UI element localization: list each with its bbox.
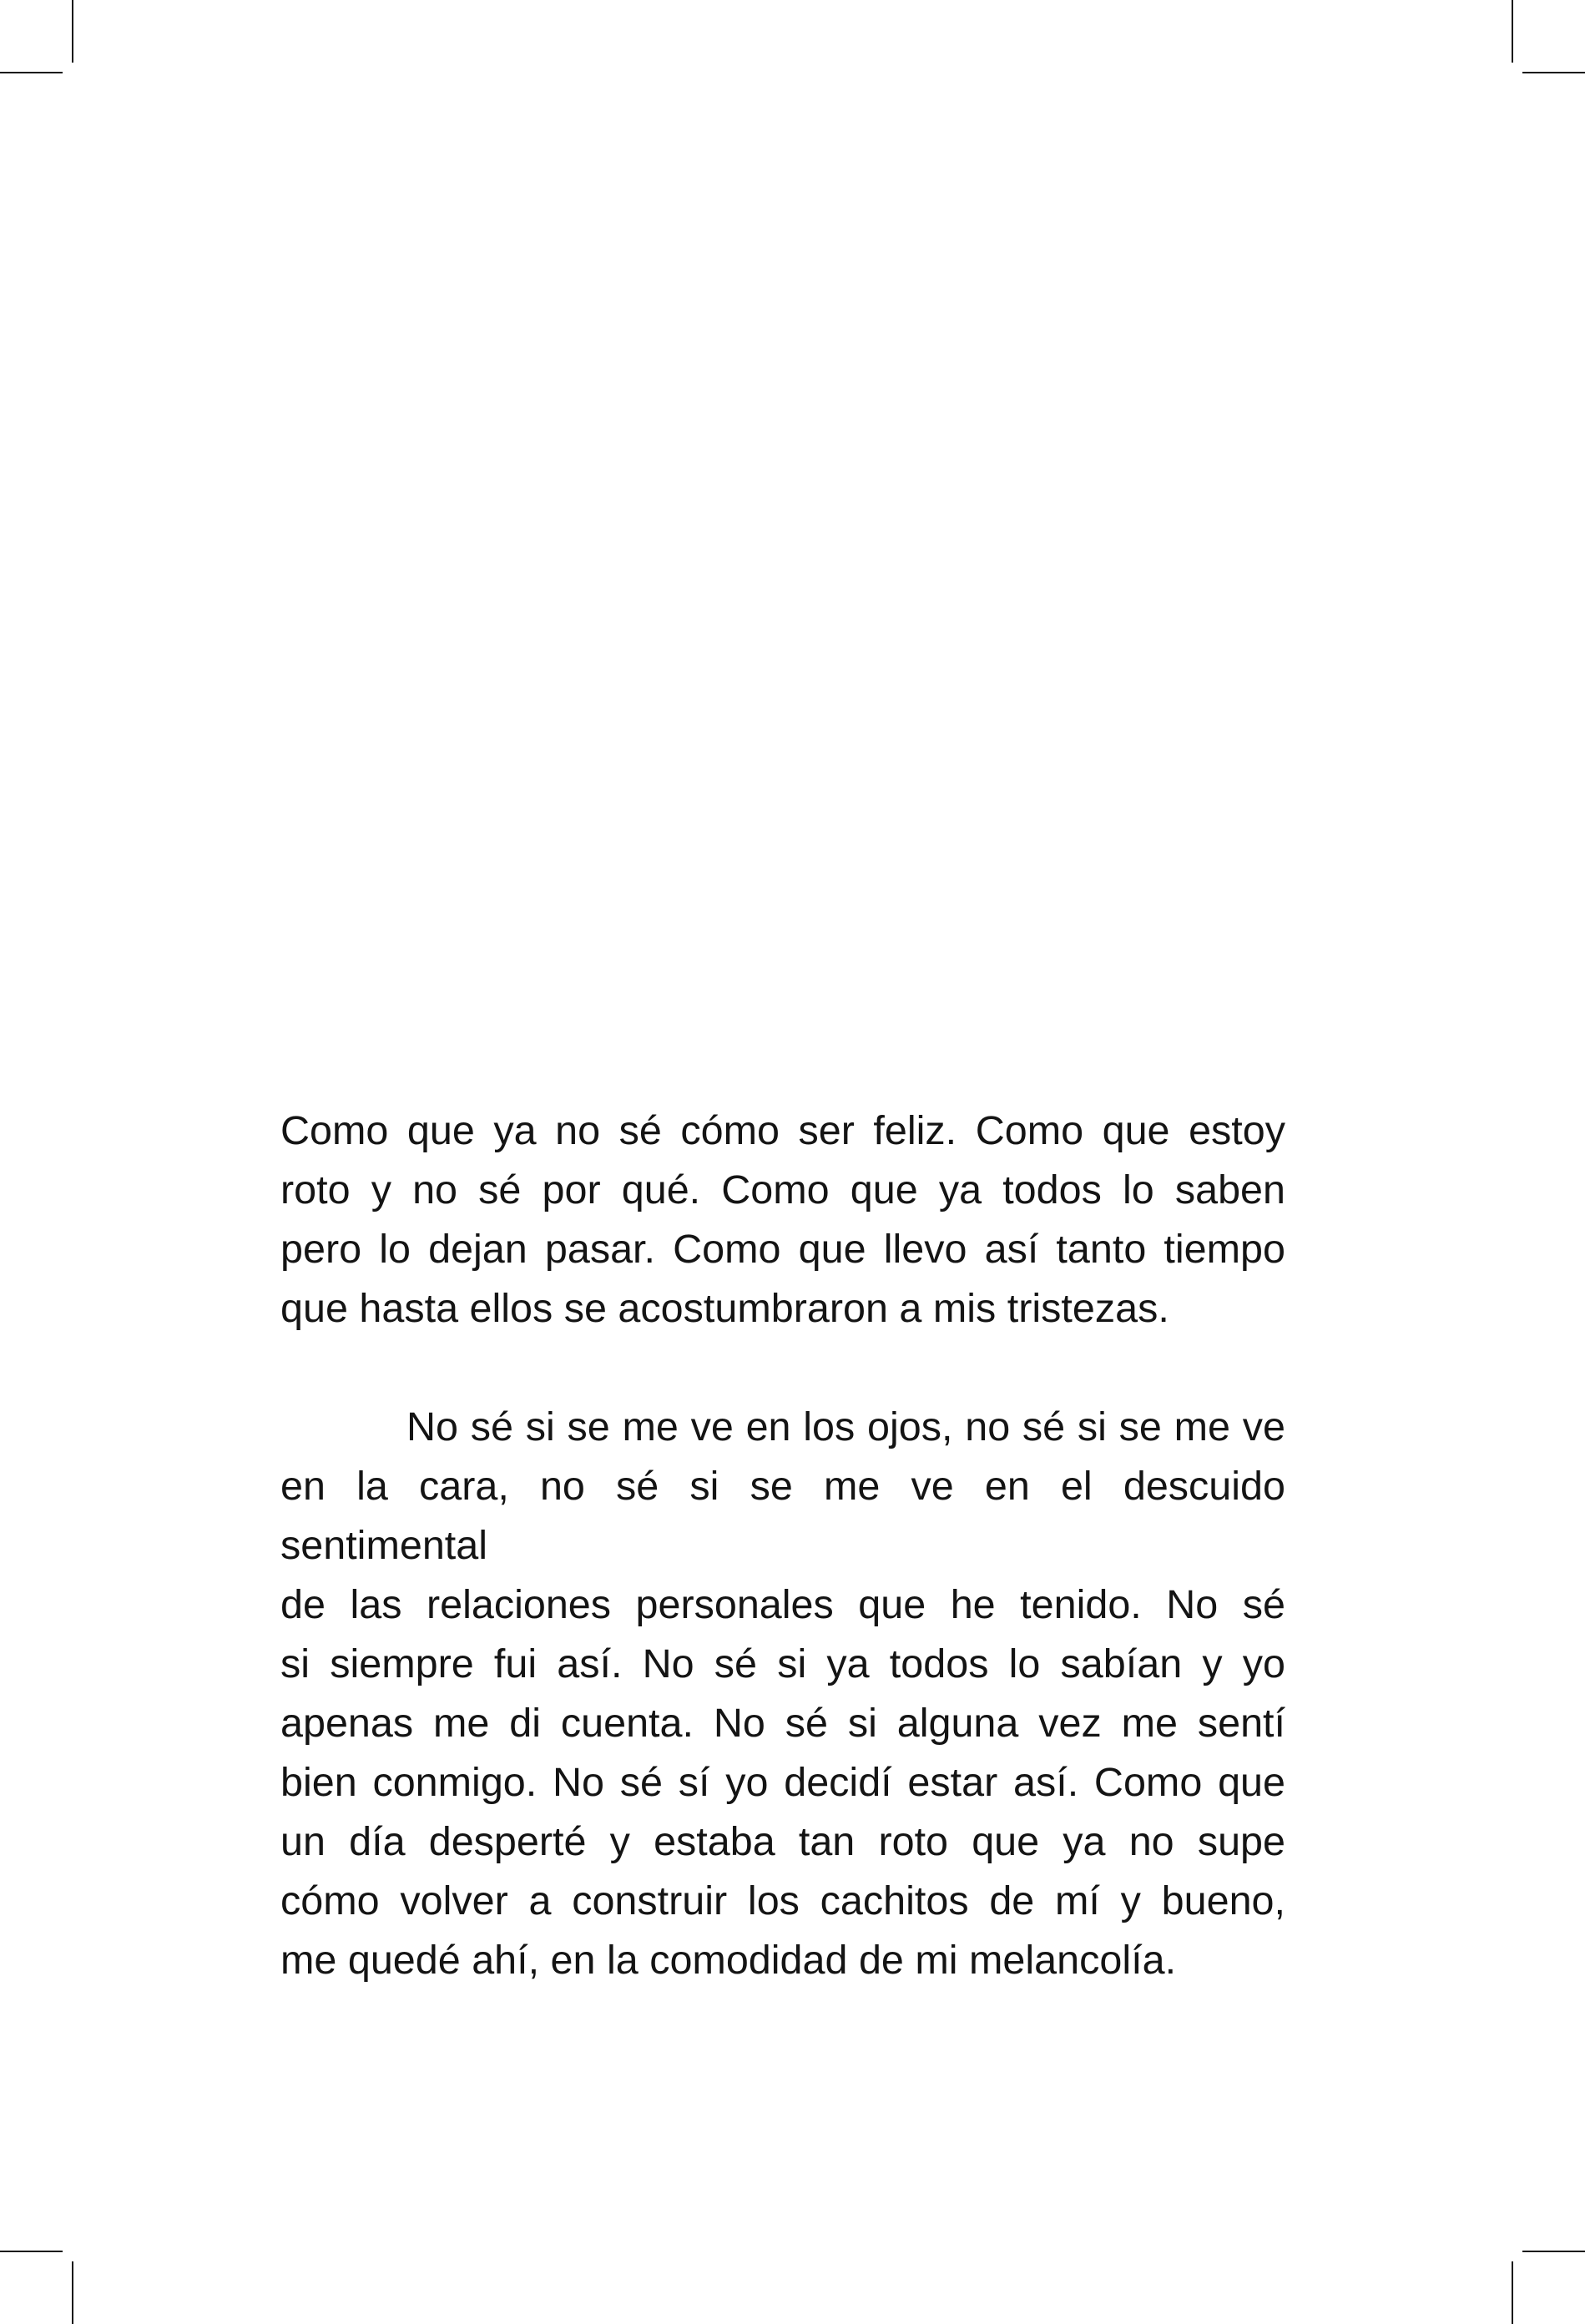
text-line: en la cara, no sé si se me ve en el descuido sentimental [280, 1464, 1285, 1568]
crop-mark-bottom-right-vertical [1512, 2261, 1513, 2324]
crop-mark-bottom-left-horizontal [0, 2251, 63, 2252]
text-line: Como que ya no sé cómo ser feliz. Como que estoy [280, 1108, 1285, 1153]
crop-mark-top-left-horizontal [0, 72, 63, 73]
text-line: apenas me di cuenta. No sé si alguna vez me sentí [280, 1701, 1285, 1746]
text-line: No sé si se me ve en los ojos, no sé si se me ve [406, 1404, 1285, 1449]
text-line: cómo volver a construir los cachitos de mí y bueno, [280, 1878, 1285, 1923]
text-line: pero lo dejan pasar. Como que llevo así tanto tiempo [280, 1227, 1285, 1272]
text-line: si siempre fui así. No sé si ya todos lo sabían y yo [280, 1641, 1285, 1686]
crop-mark-top-right-vertical [1512, 0, 1513, 63]
text-line: de las relaciones personales que he tenido. No sé [280, 1582, 1285, 1627]
text-line: roto y no sé por qué. Como que ya todos lo saben [280, 1167, 1285, 1212]
text-line: me quedé ahí, en la comodidad de mi melancolía. [280, 1938, 1177, 1983]
paragraph-2 [280, 1398, 1285, 1990]
text-line: bien conmigo. No sé sí yo decidí estar así. Como que [280, 1760, 1285, 1805]
text-line: un día desperté y estaba tan roto que ya no supe [280, 1819, 1285, 1864]
crop-mark-top-left-vertical [72, 0, 73, 63]
crop-mark-top-right-horizontal [1522, 72, 1585, 73]
text-line: que hasta ellos se acostumbraron a mis tristezas. [280, 1286, 1169, 1331]
body-text [280, 1102, 1285, 1990]
paragraph-1 [280, 1102, 1285, 1338]
crop-mark-bottom-right-horizontal [1522, 2251, 1585, 2252]
crop-mark-bottom-left-vertical [72, 2261, 73, 2324]
